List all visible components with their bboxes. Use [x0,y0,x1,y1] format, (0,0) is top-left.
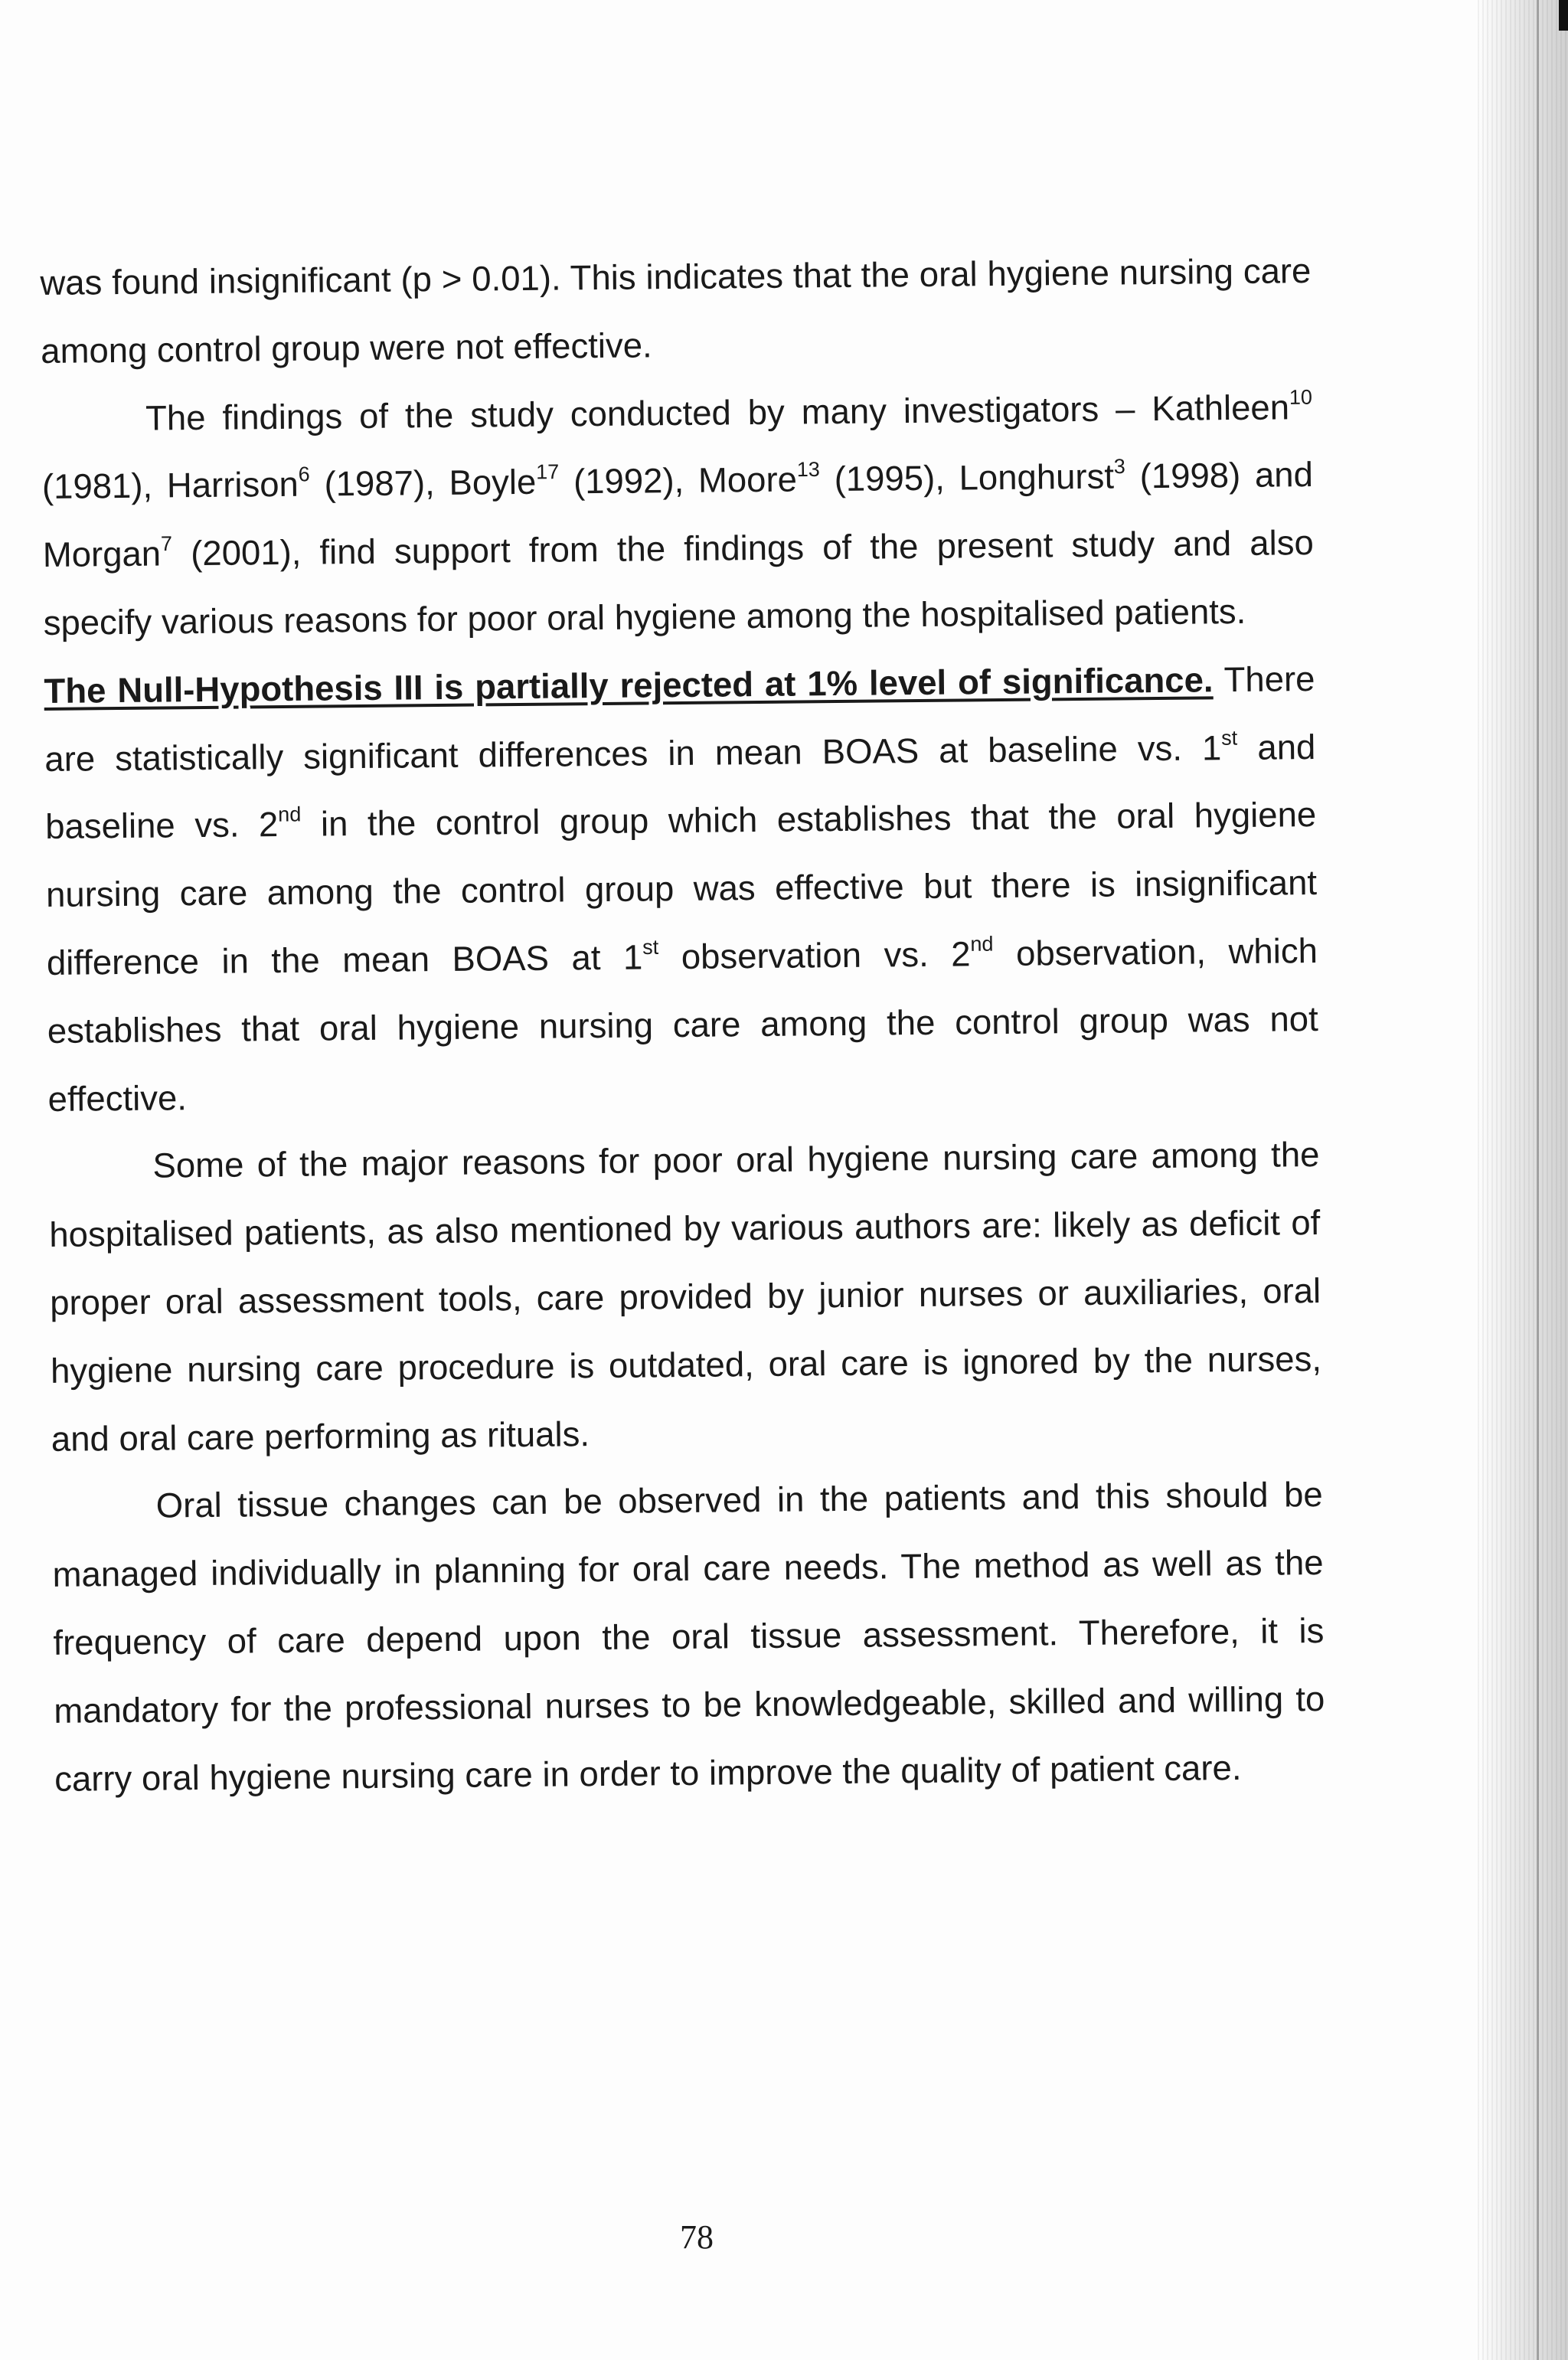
paragraph-5: Oral tissue changes can be observed in the patients and this should be managed individually in planning for oral care needs. The method as well as the frequency of care depend upon the oral tissue assessment. Therefore, it is mandatory for the professional nurses to be knowledgeable, skilled and willing to carry oral hygiene nursing care in order to improve the quality of patient care. [52,1475,1325,1799]
paragraph-3 [44,646,1319,1133]
paragraph-2-text-e: (1995), Longhurst [819,456,1115,499]
ordinal-suffix: st [1221,726,1238,750]
scan-corner-mark [1559,0,1568,31]
body-text [40,237,1326,1813]
paragraph-3-text-c: in the control group which establishes that the oral hygiene nursing care among the control group was effective but there is insignificant difference in the mean BOAS at 1 [45,795,1318,982]
paragraph-2-text-d: (1992), Moore [559,459,798,502]
citation-ref: 10 [1289,385,1313,409]
paragraph-2 [41,374,1315,658]
ordinal-suffix: nd [278,802,302,826]
citation-ref: 6 [298,463,310,486]
citation-ref: 13 [796,458,820,482]
paragraph-2-text-a: The findings of the study conducted by many investigators – Kathleen [145,387,1290,438]
citation-ref: 7 [160,532,173,556]
ordinal-suffix: st [642,935,659,959]
paragraph-3-text-d: observation vs. 2 [658,934,971,977]
scan-edge-line [1537,0,1539,2360]
paragraph-2-text-f: (1998) and Morgan [42,455,1314,575]
scan-edge-shadow [1478,0,1568,2360]
citation-ref: 17 [536,460,560,484]
paragraph-4: Some of the major reasons for poor oral hygiene nursing care among the hospitalised patients, as also mentioned by various authors are: likely as deficit of proper oral assessment tools, care provided by junior nurses or auxiliaries, oral hygiene nursing care procedure is outdated, oral care is ignored by the nurses, and oral care performing as rituals. [49,1135,1322,1459]
paragraph-3-text-a: There are statistically significant differences in mean BOAS at baseline vs. 1 [44,659,1315,779]
paragraph-3-text-b: and baseline vs. 2 [44,727,1316,847]
paragraph-2-text-c: (1987), Boyle [309,463,537,505]
hypothesis-heading: The Null-Hypothesis III is partially rejected at 1% level of significance. [44,660,1214,711]
citation-ref: 3 [1113,455,1126,479]
page-number: 78 [680,2218,714,2256]
paragraph-2-text-b: (1981), Harrison [41,465,299,507]
paragraph-2-text-g: (2001), find support from the findings of the present study and also specify various reasons for poor oral hygiene among the hospitalised patients. [43,523,1314,642]
paragraph-3-text-e: observation, which establishes that oral hygiene nursing care among the control group was not effective. [47,930,1318,1119]
ordinal-suffix: nd [970,932,994,956]
paragraph-1: was found insignificant (p > 0.01). This indicates that the oral hygiene nursing care among control group were not effective. [40,251,1312,371]
